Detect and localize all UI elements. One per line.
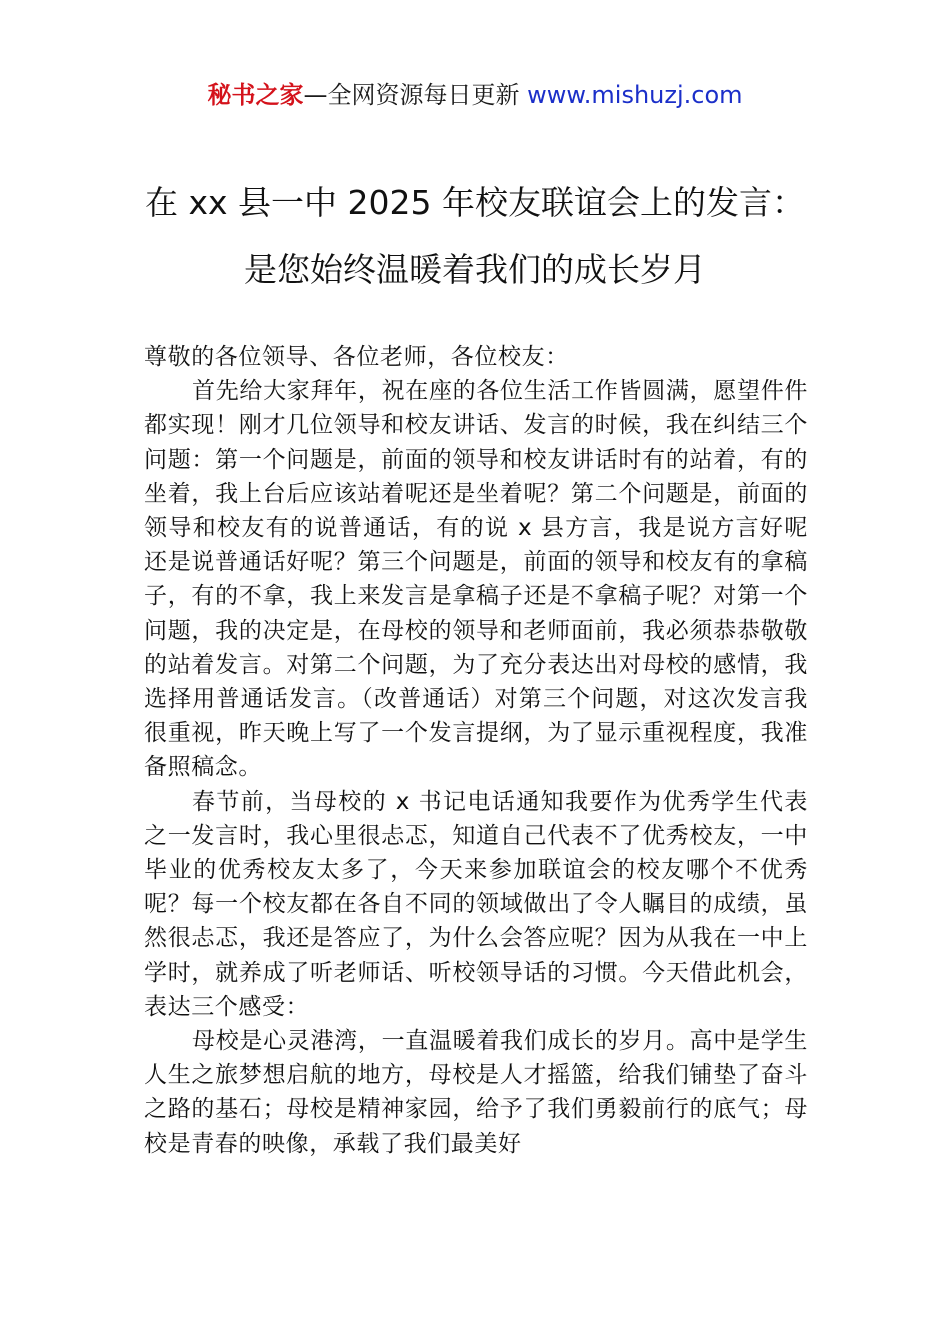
document-title-line-2: 是您始终温暖着我们的成长岁月 xyxy=(244,250,706,289)
document-title-line-1: 在 xx 县一中 2025 年校友联谊会上的发言： xyxy=(145,183,805,222)
site-header xyxy=(0,78,950,112)
paragraph: 首先给大家拜年，祝在座的各位生活工作皆圆满，愿望件件都实现！刚才几位领导和校友讲话、发言的时候，我在纠结三个问题：第一个问题是，前面的领导和校友讲话时有的站着，有的坐着，我上台后应该站着呢还是坐着呢？第二个问题是，前面的领导和校友有的说普通话，有的说 x 县方言，我是说方言好呢还是说普通话好呢？第三个问题是，前面的领导和校友有的拿稿子，有的不拿，我上来发言是拿稿子还是不拿稿子呢？对第一个问题，我的决定是，在母校的领导和老师面前，我必须恭恭敬敬的站着发言。对第二个问题，为了充分表达出对母校的感情，我选择用普通话发言。（改普通话）对第三个问题，对这次发言我很重视，昨天晚上写了一个发言提纲，为了显示重视程度，我准备照稿念。 xyxy=(144,378,808,781)
paragraph: 春节前，当母校的 x 书记电话通知我要作为优秀学生代表之一发言时，我心里很忐忑，知道自己代表不了优秀校友，一中毕业的优秀校友太多了，今天来参加联谊会的校友哪个不优秀呢？每一个校友都在各自不同的领域做出了令人瞩目的成绩，虽然很忐忑，我还是答应了，为什么会答应呢？因为从我在一中上学时，就养成了听老师话、听校领导话的习惯。今天借此机会，表达三个感受： xyxy=(144,788,808,1020)
paragraph: 母校是心灵港湾，一直温暖着我们成长的岁月。高中是学生人生之旅梦想启航的地方，母校是人才摇篮，给我们铺垫了奋斗之路的基石；母校是精神家园，给予了我们勇毅前行的底气；母校是青春的映像，承载了我们最美好 xyxy=(144,1028,808,1157)
brand-name: 秘书之家 xyxy=(207,81,304,109)
header-tagline: —全网资源每日更新 xyxy=(303,81,528,109)
salutation: 尊敬的各位领导、各位老师，各位校友： xyxy=(144,344,569,370)
document-body xyxy=(144,340,808,1161)
site-url[interactable]: www.mishuzj.com xyxy=(527,81,743,109)
